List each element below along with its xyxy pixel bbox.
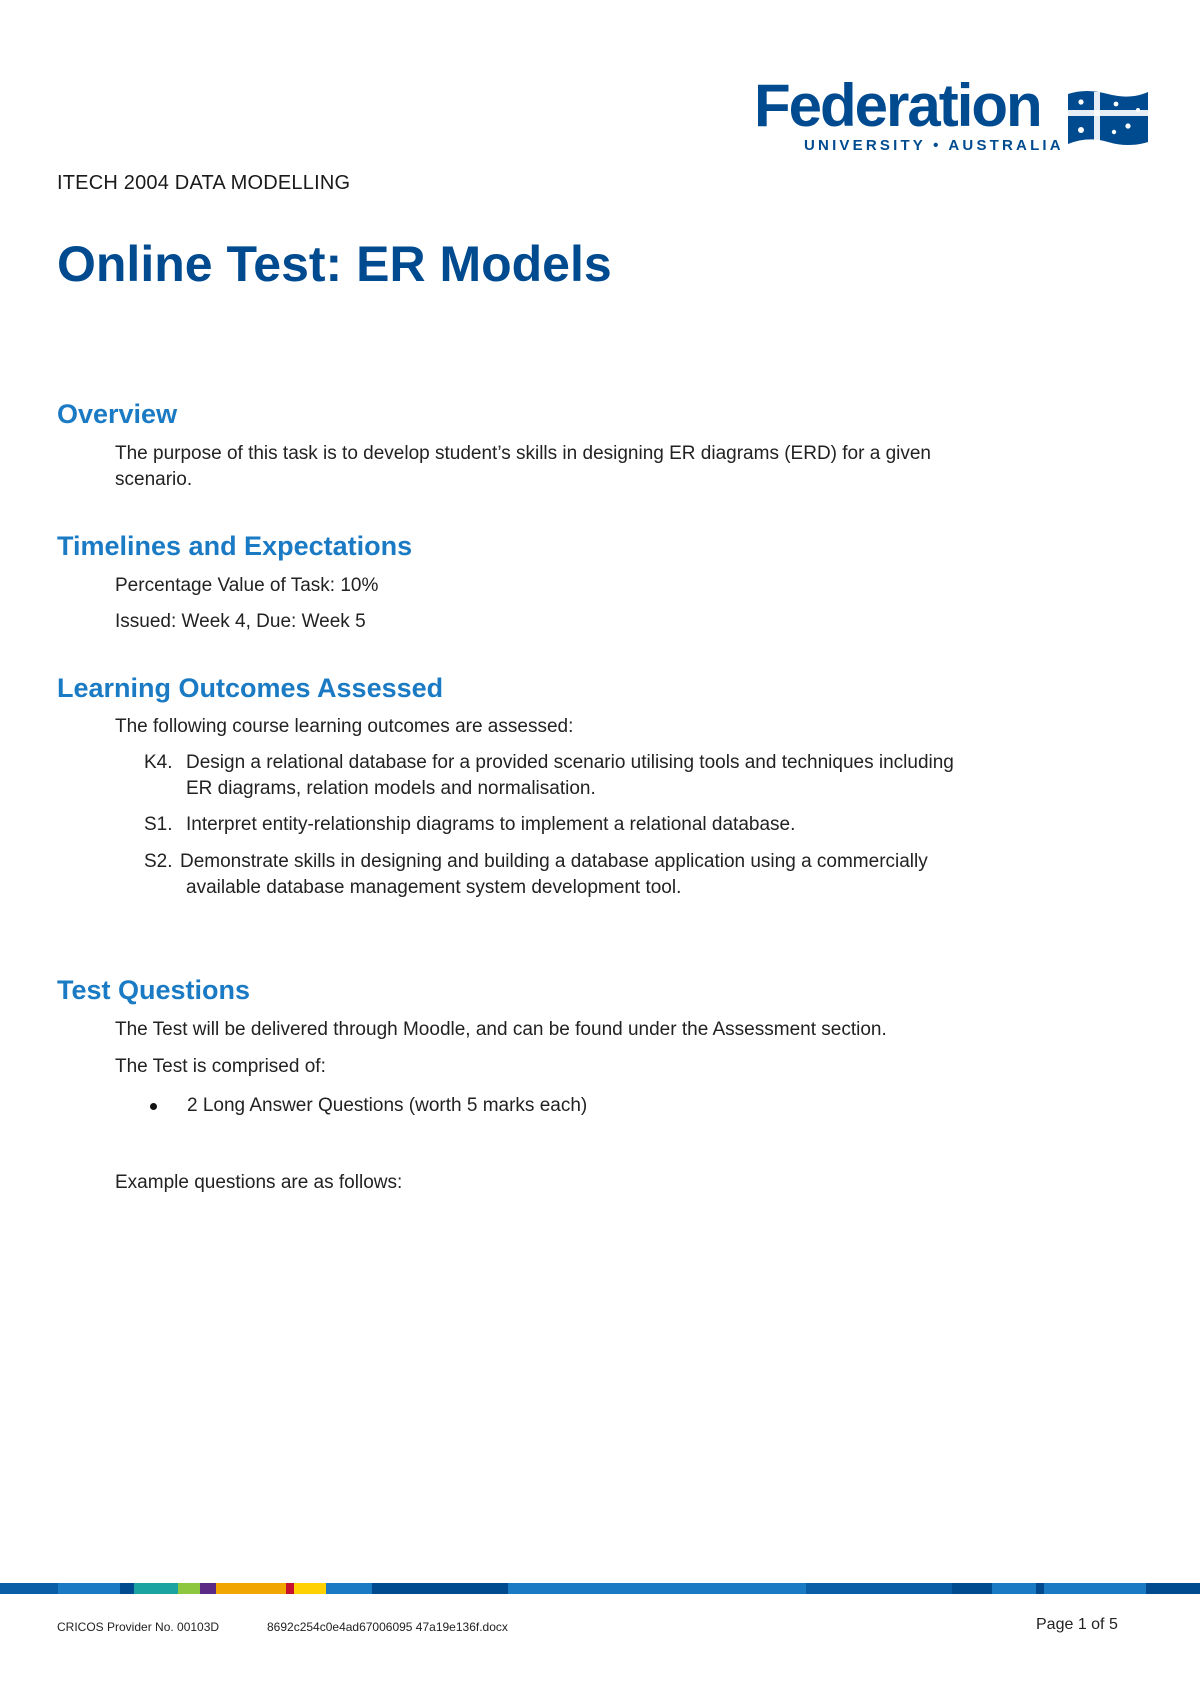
bullet-dot [150, 1103, 157, 1110]
overview-line-1: The purpose of this task is to develop student’s skills in designing ER diagrams (ERD) for a given [115, 443, 931, 464]
cricos-provider: CRICOS Provider No. 00103D [57, 1620, 220, 1634]
page-title: Online Test: ER Models [57, 236, 612, 292]
outcome-text: Demonstrate skills in designing and building a database application using a commercially [180, 851, 928, 872]
outcomes-intro: The following course learning outcomes are assessed: [115, 716, 574, 737]
file-name: 8692c254c0e4ad67006095 47a19e136f.docx [267, 1620, 508, 1634]
overview-line-2: scenario. [115, 469, 193, 490]
test-delivery: The Test will be delivered through Moodle, and can be found under the Assessment section. [115, 1019, 887, 1040]
test-comprised: The Test is comprised of: [115, 1056, 326, 1077]
heading-overview: Overview [57, 399, 178, 429]
outcome-item [144, 812, 1024, 838]
example-questions: Example questions are as follows: [115, 1172, 403, 1193]
bullet-text: 2 Long Answer Questions (worth 5 marks each) [187, 1095, 588, 1116]
outcome-code: S2. [144, 851, 173, 872]
federation-logo [754, 72, 1150, 160]
issued-due: Issued: Week 4, Due: Week 5 [115, 611, 366, 632]
outcome-code: K4. [144, 752, 173, 773]
page-number: Page 1 of 5 [1036, 1616, 1118, 1633]
outcome-item [144, 750, 1024, 802]
logo-subtitle: UNIVERSITY • AUSTRALIA [804, 137, 1064, 154]
outcome-text: Design a relational database for a provided scenario utilising tools and techniques including [186, 752, 954, 773]
outcome-code: S1. [144, 814, 173, 835]
outcome-text-cont: available database management system development tool. [186, 877, 682, 898]
heading-outcomes: Learning Outcomes Assessed [57, 673, 444, 703]
logo-wordmark: Federation [754, 72, 1041, 139]
heading-test-questions: Test Questions [57, 975, 251, 1005]
outcome-text: Interpret entity-relationship diagrams to implement a relational database. [186, 814, 796, 835]
outcome-item [144, 849, 1024, 901]
footer-color-bar [0, 1583, 1200, 1594]
southern-cross-flag-icon [1066, 86, 1150, 152]
percentage-value: Percentage Value of Task: 10% [115, 575, 379, 596]
outcome-text-cont: ER diagrams, relation models and normalisation. [186, 778, 596, 799]
course-code: ITECH 2004 DATA MODELLING [57, 172, 351, 194]
heading-timelines: Timelines and Expectations [57, 531, 413, 561]
